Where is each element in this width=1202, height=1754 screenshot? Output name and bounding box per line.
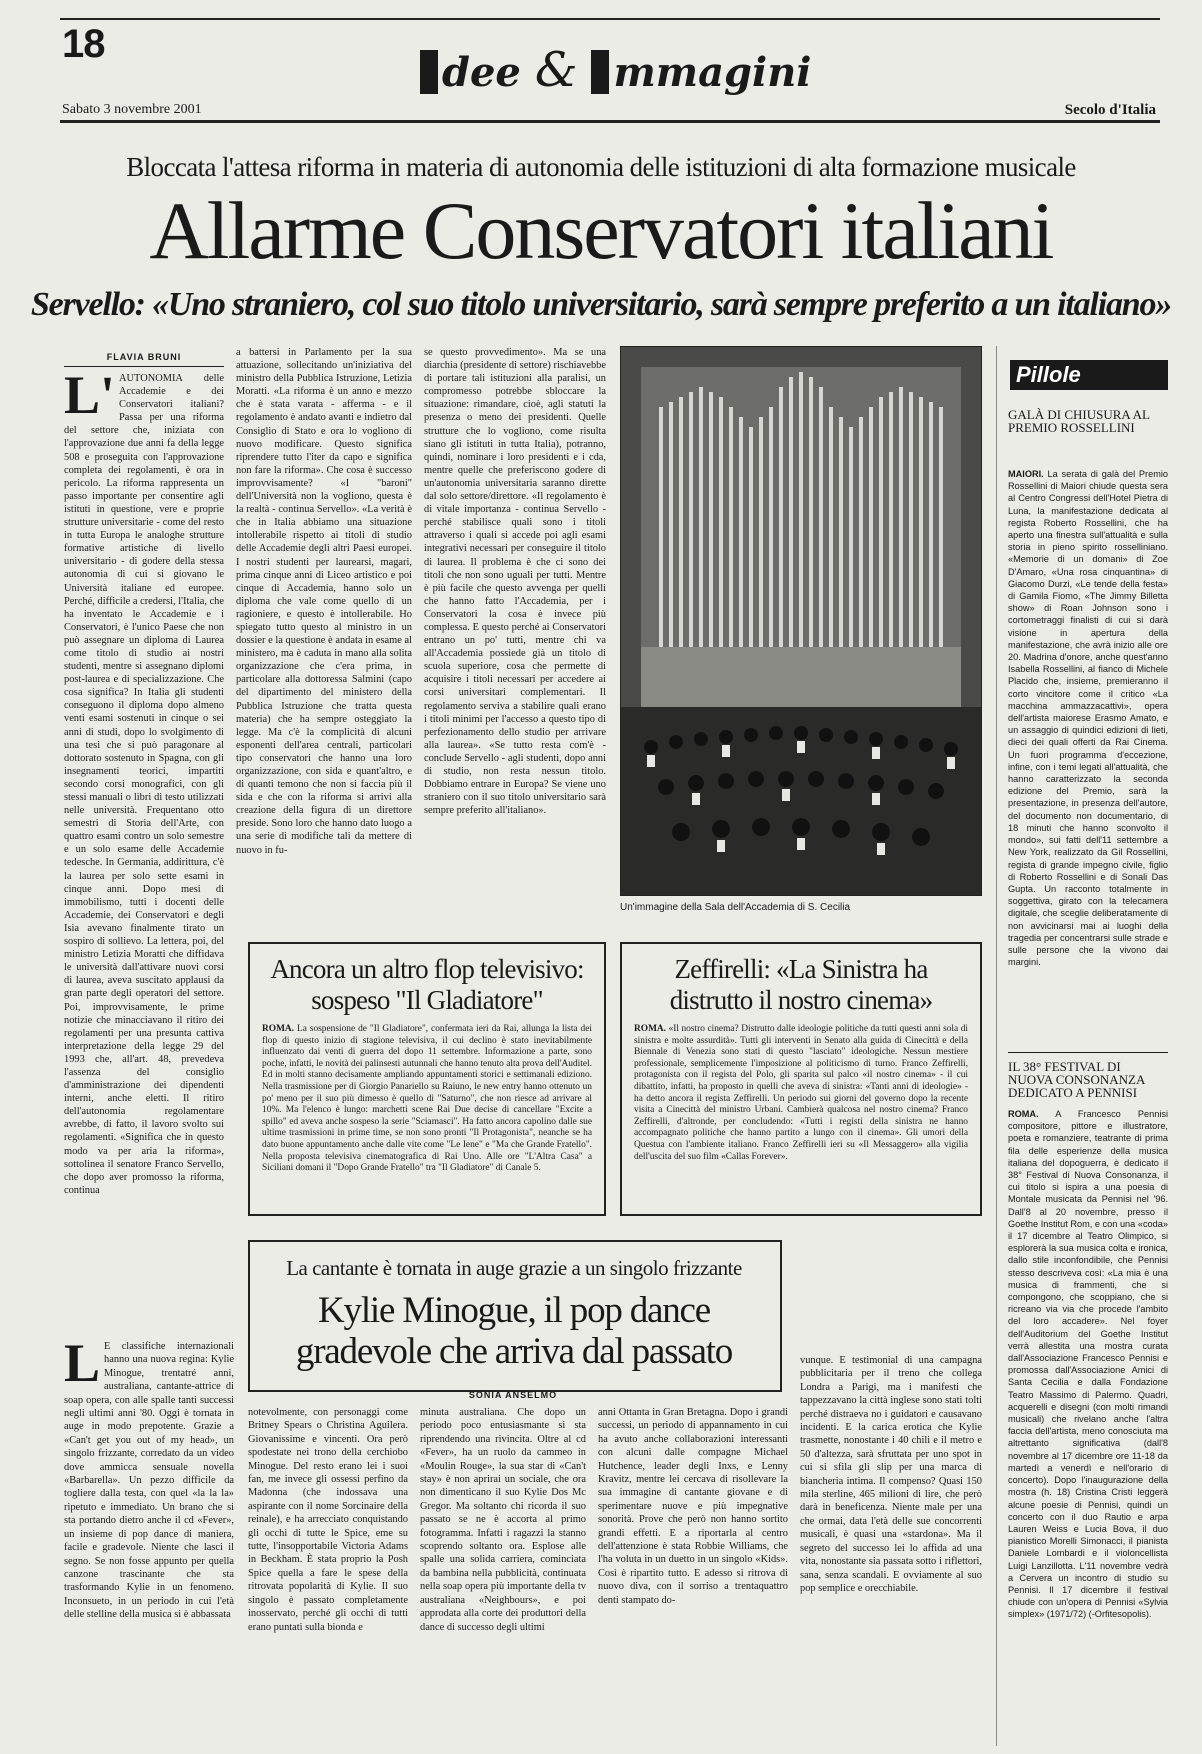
header-top-rule — [60, 18, 1160, 20]
kylie-col-3 — [420, 1406, 586, 1740]
gladiatore-text: La sospensione de "Il Gladiatore", confermata ieri da Rai, allunga la lista dei flop di questo inizio di stagione televisiva, il cui declino è stato inevitabilmente influenzato dai venti di guerra del dopo 11 settembre. Informazione a parte, sono poche, infatti, le novità dei palinsesti autunnali che hanno tenuto alta prova dell'Auditel. Ed in molti stanno decisamente ampliando appuntamenti storici e settimanali ediziono. Nella trasmissione per di Giorgio Panariello su Raiuno, le new entry hanno ottenuto un po' meno per il suo più dimesso è quello di "Saturno", che non riesce ad arrivare al 10%. Ma l'elenco è lungo: marchetti scene Rai Due decise di cancellare "Excite a spillo" ed aveva anche sospeso la serie "Sciamasci". Ha fatto ancora capolino dalle sue ultime trasmissioni in prime time, se non sono pronti "Il Protagonista", neanche se ha dato buone appuntamento anche dalle vite come "Le Iene" e "Ma che Grande Fratello". Nella proposta televisiva cinematografica di Rai Uno. Alle ore "L'Altra Casa" a Siciliani domani il "Dopo Grande Fratello" tra "Il Gladiatore" di Canale 5. — [262, 1024, 592, 1174]
section-title — [420, 42, 812, 98]
gladiatore-text-block — [262, 1024, 592, 1202]
header-rule — [60, 120, 1160, 123]
main-col-2-text: a battersi in Parlamento per la sua attuazione, sollecitando un'iniziativa del ministro della Pubblica Istruzione, Letizia Moratti. «La riforma è un anno e mezzo che è stata varata - afferma - e il regolamento è andato avanti e indietro dal Consiglio di Stato e ora lo vogliono di nuovo modificare. Questo significa riprendere tutto l'iter da capo e significa non fare la riforma». Che cosa è successo improvvisamente? «I "baroni" dell'Università non la vogliono, questa è la realtà - continua Servello». «La verità è che in Italia abbiamo una situazione intollerabile rispetto ai titoli di studio delle Accademie degli altri Paesi europei. I nostri studenti per laurearsi, magari, prima cinque anni di Liceo artistico e poi cinque di Accademia, hanno solo un diploma che vale come quello di un ragioniere, e questo è intollerabile. Ho spiegato tutto questo al ministro in un dossier e la questione è andata in esame al ministero, ma è caduta in mano alla solita organizzazione che c'era prima, in particolare alla dottoressa Salmini (capo del dipartimento del ministero della Pubblica Istruzione che tratta questa materia) che ha sempre osteggiato la legge. Ma c'è la complicità di alcuni esponenti dell'area centrali, particolari tipo conservatori che hanno una loro organizzazione, con sida e quant'altro, e di quanti temono che non si faccia più il sida e che con la riforma si arrivi alla creazione della figura di un direttore preside. Sono loro che hanno dato luogo a una serie di modifiche tali da mettere di nuovo in fu- — [236, 347, 412, 856]
zeffirelli-box — [620, 942, 982, 1216]
pillole-item1-text — [1008, 468, 1168, 1040]
kylie-kicker: La cantante è tornata in auge grazie a un singolo frizzante — [286, 1256, 742, 1280]
main-byline: FLAVIA BRUNI — [106, 352, 182, 362]
sidebar-divider — [996, 346, 997, 1746]
kylie-col-3-text: minuta australiana. Che dopo un periodo poco entusiasmante si sta riprendendo una rivincita. Oltre al cd «Fever», ha un ruolo da cammeo in «Moulin Rouge», la sua star di «Can't stay» è non aprirai un sociale, che ora non dimenticano il suo Kylie Dos Mc Gregor. Ma soltanto chi ricorda il suo passato se ne è accorta al primo fotogramma. Infatti i ragazzi la stanno scoprendo soltanto ora. Esplose alle spalle una solida carriera, cominciata da bambina nella pubblicità, continuata nella soap opera più importante della tv australiana «Neighbours», e poi approdata alla corte dei produttori della dance di successo degli ultimi — [420, 1407, 586, 1633]
pillole-label: Pillole — [1010, 360, 1168, 390]
pillole-item1-city: MAIORI. — [1008, 469, 1044, 479]
pillole-item1-body: La serata di galà del Premio Rossellini di Maiori chiude questa sera al Centro Congressi dell'Hotel Pietra di Luna, la manifestazione dedicata al regista Roberto Rossellini, che ha aperto una finestra sull'attualità e sulla storia in pieno spirito rosselliniano. «Memorie di un domani» di Zoe D'Amaro, «Una rosa cinquantina» di Giacomo Durzi, «Le tende della festa» di Gamila Fiomo, «The Jimmy Billetta show» di Roan Johnson sono i cortometraggi finalisti di cui si darà visione in apertura della manifestazione, che avrà inizio alle ore 20. Madrina d'onore, anche quest'anno Isabella Rossellini, al fianco di Michele Placido che, insieme, premieranno il corto vincitore come il critico «La macchina ammazzacattivi», opera dell'artista maiorese Erasmo Amato, e un assaggio di quindici edizioni di lieti, dieci dei quali offerti da Rai Cinema. Un fuori programma d'eccezione, infine, con i temi legati all'attualità, che hanno caratterizzato la seconda edizione del Premio, sarà la presentazione, in presenza dell'autore, del documento non documentario, di 18 minuti che hanno sconvolto il mondo», sui fatti dell'11 settembre a New York, realizzato da Gil Rossellini, regista di grande impegno civile, figlio di Roberto Rossellini e di Sonali Das Gupta. Un racconto totalmente in soggettiva, girato con la telecamera digitale, che sceglie deliberatamente di non avvicinarsi mai ai luoghi della tragedia per concentrarsi sulle strade e sulle persone che la vivono dai margini. — [1008, 469, 1168, 968]
byline-rule — [64, 366, 224, 367]
main-col-1-text: AUTONOMIA delle Accademie e dei Conservatori italiani? Passa per una riforma del settore che, iniziata con l'approvazione due anni fa della legge 508 e proseguita con l'approvazione completa dei regolamenti, è ora in pericolo. La riforma rappresenta un passo importante per consentire agli istituti in questione, vere e proprie strutture universitarie - come del resto in tutta Europa le analoghe strutture formative artistiche di livello universitario - di godere della stessa autonomia di cui si giovano le Università italiane ed europee. Perché, difficile a credersi, l'Italia, che ha inventato le Accademie e i Conservatori, è l'unico Paese che non può assegnare un diploma di Laurea come titolo di studio ai nostri studenti, mentre si assegnano diplomi post-laurea e di specializzazione. Che cosa significa? In Italia gli studenti conseguono il diploma dopo almeno venti esami sostenuti in cinque o sei anni di studi, dopo lo svolgimento di una tesi che si può paragonare al dottorato sostenuto in Spagna, con gli insegnamenti teorici, impartiti secondo corsi monografici, con gli stessi manuali o libri di testo utilizzati nelle università. Frequentano otto semestri di Storia dell'Arte, con quattro esami contro un solo semestre e un solo esame delle Accademie tedesche. In Germania, addirittura, c'è la laurea per solo sette esami in cinque anni. Dopo mesi di immobilismo, tutti i docenti delle Accademie, dei Conservatori e degli Isia avevano finalmente tirato un sospiro di sollievo. La lettera, poi, del ministro Letizia Moratti che diffidava le università dall'attivare nuovi corsi di laurea, aveva suscitato applausi da gran parte degli operatori del settore. Poi, improvvisamente, le prime notizie che minacciavano il ritiro dei regolamenti per una presunta cattiva interpretazione della legge 29 del 1993 che, all'art. 48, prevedeva l'assenza del consiglio d'amministrazione dei dipendenti interni, anche eletti. Il ritiro dell'autonomia regolamentare avrebbe, di fatto, il lavoro svolto sui regolamenti. «Significa che in questo modo va per aria la riforma», sottolinea il senatore Franco Servello, che dopo aver promosso la riforma, continua — [64, 373, 224, 1196]
gladiatore-city: ROMA. — [262, 1024, 295, 1034]
kylie-col-4-text: anni Ottanta in Gran Bretagna. Dopo i grandi successi, un periodo di appannamento in cui ha avuto anche collaborazioni interessanti con alcuni dalle compagne Michael Hutchence, leader degli Inxs, e Lenny Kravitz, mentre lei cercava di risollevare la sua immagine di cantante giovane e di sperimentare nuove e più impegnative sonorità. Prove che però non hanno sortito grandi effetti. E a riportarla al centro dell'attenzione è stata Robbie Williams, che l'ha voluta in un duetto in un singolo «Kids». Così è ripartito tutto. E adesso si ritrova di nuovo diva, con il sorriso a trentaquattro denti stampato do- — [598, 1407, 788, 1606]
newspaper-name: Secolo d'Italia — [1064, 102, 1156, 118]
section-word-left: dee — [442, 49, 521, 96]
kylie-col-1 — [64, 1340, 234, 1740]
main-headline: Allarme Conservatori italiani — [149, 185, 1053, 276]
main-col-3 — [424, 346, 606, 914]
kylie-col-2 — [248, 1406, 408, 1740]
page-number: 18 — [62, 22, 105, 66]
kylie-dropcap: L — [64, 1340, 101, 1393]
section-word-right: mmagini — [613, 49, 812, 96]
gladiatore-title: Ancora un altro flop televisivo: sospeso "Il Gladiatore" — [270, 954, 584, 1015]
section-block-i — [420, 50, 438, 94]
main-kicker: Bloccata l'attesa riforma in materia di autonomia delle istituzioni di alta formazione musicale — [126, 152, 1076, 182]
zeffirelli-title: Zeffirelli: «La Sinistra ha distrutto il nostro cinema» — [669, 954, 933, 1015]
pillole-item1-title: GALÀ DI CHIUSURA AL PREMIO ROSSELLINI — [1008, 407, 1150, 435]
kylie-title: Kylie Minogue, il pop dance gradevole che arriva dal passato — [295, 1290, 733, 1372]
gladiatore-box — [248, 942, 606, 1216]
pillole-item2-city: ROMA. — [1008, 1109, 1039, 1119]
main-col-2 — [236, 346, 412, 914]
zeffirelli-text: «Il nostro cinema? Distrutto dalle ideologie politiche da tutti questi anni sola di sinistra e molte assurdità». Tutti gli interventi in Senato alla guida di Cinecittà e della Biennale di Venezia sono stati di questo "lasciato" ideologiche. Nessun mestiere professionale, semplicemente l'imposizione al politicismo di turno. Franco Zeffirelli, protagonista con il regista del Polo, gli sparita sul palco «il nostro cinema» - il cui dibattito, infatti, ha proposto in quelli che aveva di sinistra: «Tanti anni di ideologie» - ha detto ancora il regista Zeffirelli. Un periodo sui giorni del governo dopo la recente visita a Cinecittà del ministro Urbani. Cambierà qualcosa nel nostro cinema? Franco Zeffirelli, d'altronde, per concludendo: «Tutti i registi della sinistra ne hanno accompagnato politiche che hanno partito a lungo con il cinema». Gli umori della Questua con l'ambiente italiano. Franco Zeffirelli ieri su «Il Messaggero» alla vigilia dell'uscita del suo film «Callas Forever». — [634, 1024, 968, 1162]
main-col-1 — [64, 372, 224, 1207]
kylie-col-5 — [800, 1354, 982, 1740]
main-subhead: Servello: «Uno straniero, col suo titolo universitario, sarà sempre preferito a un italiano» — [30, 286, 1172, 323]
section-block-ii — [591, 50, 609, 94]
pillole-item2-text — [1008, 1108, 1168, 1738]
orchestra-photo — [620, 346, 982, 896]
issue-date: Sabato 3 novembre 2001 — [62, 102, 202, 117]
kylie-byline: SONIA ANSELMO — [468, 1390, 558, 1400]
kylie-col-4 — [598, 1406, 788, 1740]
kylie-col-2-text: notevolmente, con personaggi come Britney Spears o Christina Aguilera. Giovanissime e vincenti. Ora però spodestate nei trono della cerchiobo Minogue. Del resto erano lei i suoi fan, me invece gli ossessi perfino da Madonna (che indossava una aspirante con il nome Sorcinaire della reinale), e ha arrecciato conquistando gli occhi di tutte le Spice, eme su tutte, l'insopportabile Victoria Adams in Beckham. È stata proprio la Posh Spice quella a fare le spese della ritrovata popolarità di Kylie. Il suo singolo è passato completamente inosservato, perché gli occhi di tutti erano puntati sulla bionda e — [248, 1407, 408, 1633]
organ-and-orchestra-illustration — [621, 347, 981, 895]
section-ampersand: & — [534, 42, 578, 98]
kylie-col-1-text: E classifiche internazionali hanno una nuova regina: Kylie Minogue, trentatré anni, australiana, cantante-attrice di soap opera, con alle spalle tanti successi negli ultimi anni '80. Oggi è tornata in auge in modo prepotente. Grazie a «Can't get you out of my head», un singolo frizzante, corredato da un video dove ammicca sensuale novella «Barbarella». Un pezzo difficile da togliere dalla testa, con quel «la la la» ripetuto e immediato. Un brano che si sta portando dietro anche il cd «Fever», un insieme di pop dance di maniera, facile e gradevole. Niente che lasci il segno. Se non fosse appunto per quella canzone trascinante che sta trasformando Kylie in un fenomeno. Inconsueto, in un periodo in cui l'età delle stelline della musica si è abbassata — [64, 1341, 234, 1621]
main-dropcap: L' — [64, 372, 116, 425]
photo-caption: Un'immagine della Sala dell'Accademia di S. Cecilia — [620, 902, 851, 913]
pillole-item2-body: A Francesco Pennisi compositore, pittore e illustratore, poeta e romanziere, teatrante di prima fila delle esperienze della musica italiana del dopoguerra, è dedicato il 38° Festival di Nuova Consonanza, il cui titolo si ispira a una poesia di Montale musicata da Pennisi nel '96. Dall'8 al 20 novembre, presso il Goethe Institut Rom, e con una «coda» il 17 dicembre al Teatro Olimpico, si esplorerà la sua musica colta e ironica, dallo stile inconfondibile, che Pennisi stesso descriveva così: «La mia è una musica di frammenti, che si compongono, che scoppiano, che si ricreano via via che procede l'ambito del loro accadere». Nel foyer dell'Auditorium del Goethe Institut verrà allestita una mostra curata dall'Associazione Francesco Pennisi e promossa dall'Associazione Amici di Santa Cecilia e dalla Fondazione Teatro Massimo di Palermo. Quadri, acquerelli e disegni (con molti rimandi musicali) che rivelano anche l'altra faccia dell'artista, meno conosciuta ma altrettanto significativa (dall'8 novembre al 17 dicembre ore 11-18 da martedì a venerdì e nell'orario di concerto). Dopo l'inaugurazione della mostra (h. 18) Cristina Cristi leggerà alcune poesie di Pennisi, quindi un concerto con il duo Rautio e arpa Lauren Weiss e Lucia Bova, il duo pianistico Morelli Simonacci, il pianista Daniele Lombardi e il violoncellista Luigi Lanzillotta. L'11 novembre vedrà a Cervera un incontro di studio su Pennisi. Il 17 dicembre il festival chiude con un'opera di Pennisi «Sylvia simplex» (1971/72) (-Orfitesopolis). — [1008, 1109, 1168, 1620]
zeffirelli-city: ROMA. — [634, 1024, 667, 1034]
kylie-col-5-text: vunque. E testimonial di una campagna pubblicitaria per il treno che collega Londra a Parigi, ma i manifesti che tappezzavano la città inglese sono stati tolti perché distraeva no i guidatori e causavano incidenti. E la carica erotica che Kylie trasmette, nonostante i 40 chili e il metro e 50 d'altezza, sarà sfruttata per uno spot in cui si sfila gli slip per una marca di biancheria intima. Il compenso? Quasi 150 mila sterline, 465 milioni di lire, che però darà in beneficenza. Niente male per una che ormai, data l'età delle sue concorrenti musicali, è quasi una «stardona». Ma il segreto del successo lei lo affida ad una vita, nonostante sia passata sotto i riflettori, sana, senza scandali. E ovviamente al suo pop semplice e orecchiabile. — [800, 1355, 982, 1594]
pillole-item2-title: IL 38° FESTIVAL DI NUOVA CONSONANZA DEDICATO A PENNISI — [1008, 1059, 1145, 1100]
zeffirelli-text-block — [634, 1024, 968, 1202]
pillole-item-separator — [1008, 1052, 1168, 1053]
main-col-3-text: se questo provvedimento». Ma se una diarchia (presidente di settore) rischiavebbe di portare tali istituzioni alla paralisi, un compromesso potrebbe sbloccare la situazione: rimandare, cioè, agli statuti la presenza o meno dei presidenti. Quelle strutture che lo vogliono, come risulta siano gli istituti in tutta Italia), potranno, quindi, nominare i loro presidenti e i cda, mentre quelle che preferiscono godere di un'autonomia universitaria saranno dirette dal solo settore/direttore. «Il regolamento è di vitale importanza - continua Servello - perché stabilisce quali sono i titoli attraverso i quali si accede poi agli esami integrativi necessari per conseguire il titolo di laurea. Il problema è che ci sono dei titoli che non sono uguali per tutti. Mentre è più facile che questo avvenga per quelli che hanno fatto l'Accademia, per i Conservatori la cosa è invece più complessa. E questo perché ai Conservatori entrano un po' tutti, mentre chi va all'Accademia possiede già un titolo di scuola superiore, cosa che permette di acquisire i titoli necessari per accedere ai corsi universitari complementari. Il regolamento serviva a stabilire quali erano i titoli minimi per l'accesso a questo tipo di perfezionamento dello studio per arrivare alla laurea». «Se tutto resta com'è - conclude Servello - agli studenti, dopo anni di studio, non resta nessun titolo. Dobbiamo entrare in Europa? Se viene uno straniero con il suo titolo universitario sarà sempre preferito all'italiano». — [424, 347, 606, 817]
